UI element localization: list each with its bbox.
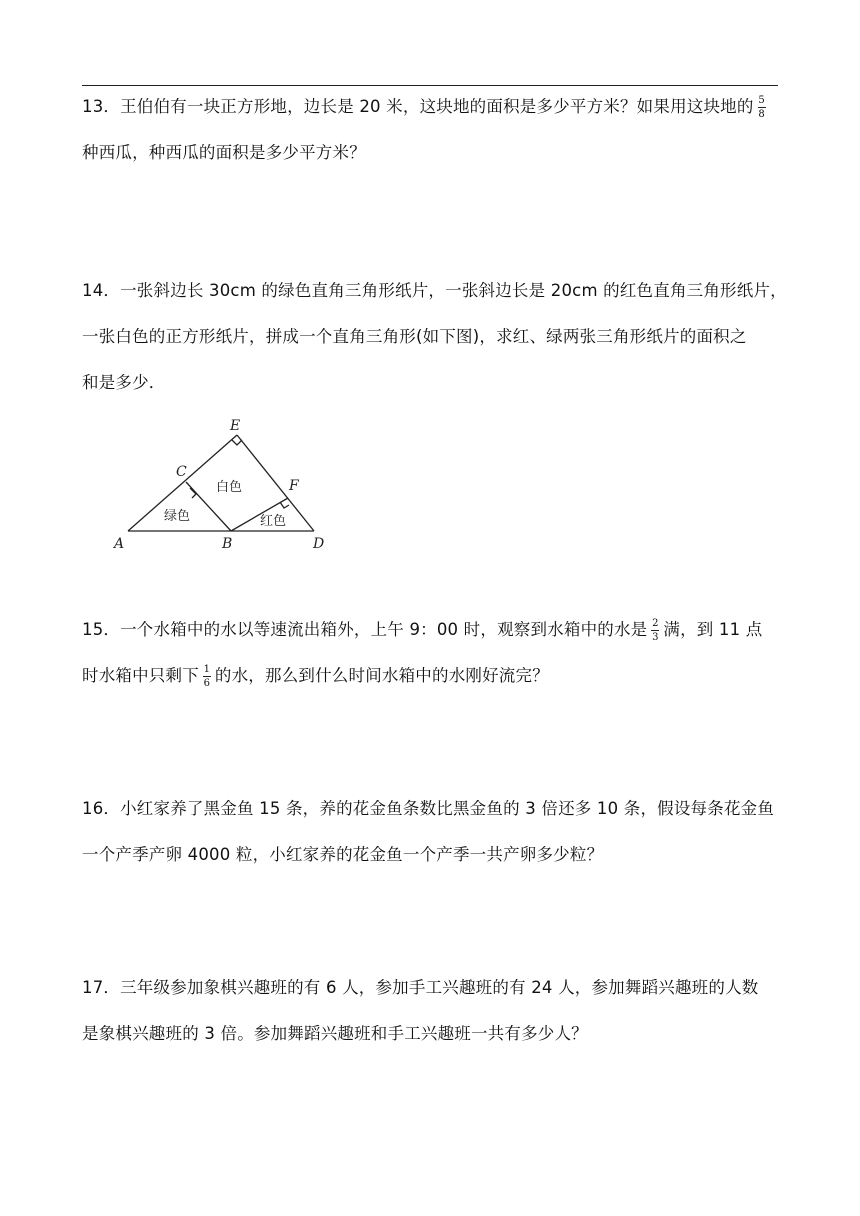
question-15-text-2b: 的水，那么到什么时间水箱中的水刚好流完？ — [214, 666, 549, 685]
label-green: 绿色 — [164, 509, 191, 524]
fraction-denominator: 8 — [758, 109, 765, 120]
label-red: 红色 — [260, 514, 287, 529]
fraction-numerator: 5 — [758, 95, 765, 106]
right-angle-mark-e — [232, 440, 242, 445]
fraction-2-3 — [651, 618, 659, 643]
question-15 — [82, 607, 782, 699]
question-16-line-1: 16．小红家养了黑金鱼 15 条，养的花金鱼条数比黑金鱼的 3 倍还多 10 条，假设每条花金鱼 — [82, 799, 775, 818]
fraction-bar — [651, 630, 659, 631]
label-a: A — [114, 536, 125, 552]
fraction-denominator: 3 — [652, 632, 659, 643]
question-13-line-2: 种西瓜，种西瓜的面积是多少平方米？ — [82, 143, 366, 162]
question-13-text-1: 13．王伯伯有一块正方形地，边长是 20 米，这块地的面积是多少平方米？如果用这块地的 — [82, 97, 754, 116]
fraction-1-6 — [203, 664, 211, 689]
fraction-bar — [758, 107, 766, 108]
fraction-5-8 — [758, 95, 766, 120]
label-e: E — [230, 418, 241, 434]
label-white: 白色 — [216, 480, 243, 495]
fraction-numerator: 2 — [652, 618, 659, 629]
question-15-text-2a: 时水箱中只剩下 — [82, 666, 199, 685]
question-17-line-2: 是象棋兴趣班的 3 倍。参加舞蹈兴趣班和手工兴趣班一共有多少人？ — [82, 1024, 588, 1043]
fraction-denominator: 6 — [203, 678, 211, 689]
question-14-line-3: 和是多少． — [82, 373, 166, 392]
question-17 — [82, 965, 782, 1057]
question-13-line-1 — [82, 84, 782, 130]
question-16 — [82, 786, 782, 878]
question-15-line-1 — [82, 607, 782, 653]
label-b: B — [222, 536, 233, 552]
label-f: F — [289, 478, 299, 494]
question-14-line-2: 一张白色的正方形纸片，拼成一个直角三角形(如下图)，求红、绿两张三角形纸片的面积之 — [82, 327, 747, 346]
fraction-bar — [203, 676, 211, 677]
triangle-figure — [108, 410, 338, 556]
question-14-line-1: 14．一张斜边长 30cm 的绿色直角三角形纸片，一张斜边长是 20cm 的红色直角三角形纸片， — [82, 281, 787, 300]
fraction-numerator: 1 — [203, 664, 211, 675]
question-14 — [82, 268, 787, 406]
question-13 — [82, 84, 782, 176]
question-16-line-2: 一个产季产卵 4000 粒，小红家养的花金鱼一个产季一共产卵多少粒？ — [82, 845, 604, 864]
label-d: D — [313, 536, 325, 552]
label-c: C — [176, 464, 187, 480]
question-15-text-1a: 15．一个水箱中的水以等速流出箱外，上午 9：00 时，观察到水箱中的水是 — [82, 620, 648, 639]
question-15-text-1b: 满，到 11 点 — [663, 620, 763, 639]
question-15-line-2 — [82, 653, 782, 699]
right-angle-mark-f — [280, 502, 289, 508]
question-17-line-1: 17．三年级参加象棋兴趣班的有 6 人，参加手工兴趣班的有 24 人，参加舞蹈兴趣班的人数 — [82, 978, 759, 997]
